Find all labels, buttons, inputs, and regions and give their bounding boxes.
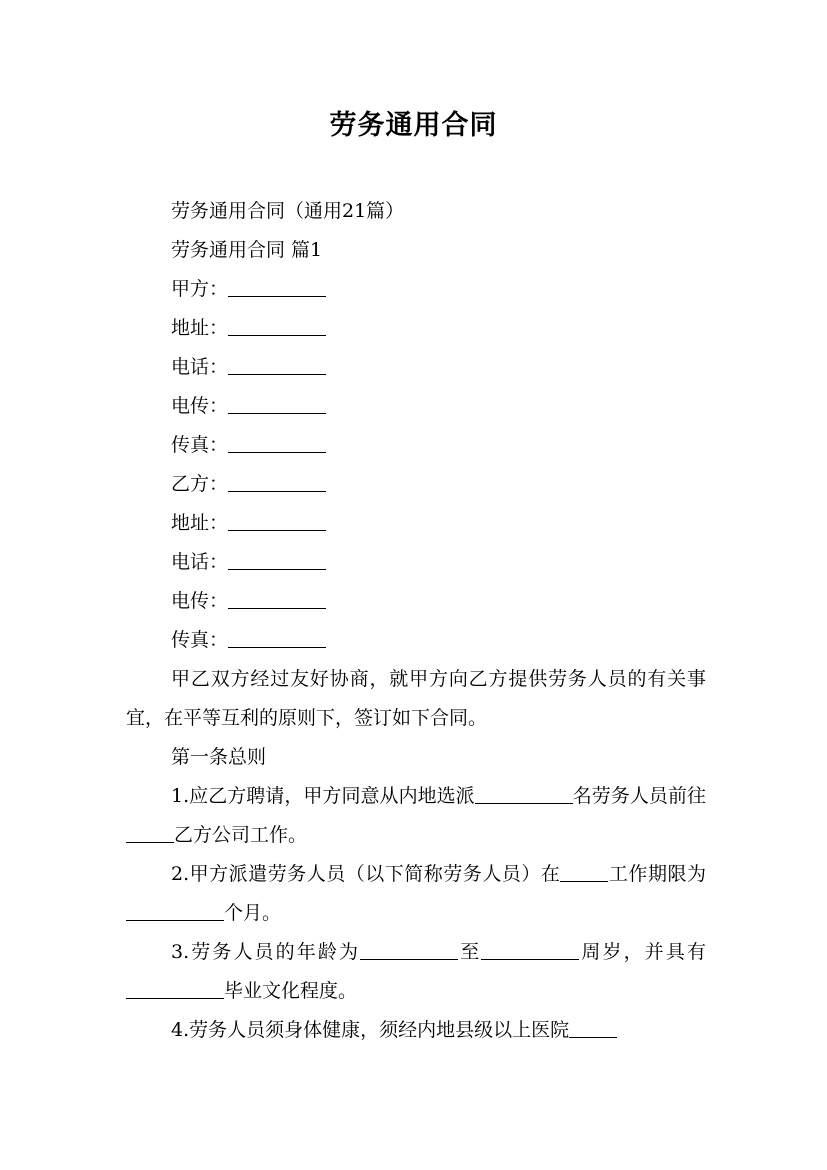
- blank-line: [228, 646, 326, 648]
- party-b-name-field: [126, 465, 706, 504]
- blank-line: [560, 880, 608, 882]
- field-label: 电话：: [171, 356, 229, 378]
- clause-text: 1.应乙方聘请，甲方同意从内地选派: [171, 785, 475, 807]
- section-heading: 劳务通用合同 篇1: [171, 239, 323, 261]
- party-b-telex-field: [126, 582, 706, 621]
- blank-line: [228, 451, 326, 453]
- party-a-fax-field: [126, 426, 706, 465]
- blank-line: [228, 607, 326, 609]
- field-label: 电话：: [171, 551, 229, 573]
- article-1-heading: 第一条总则: [171, 746, 267, 768]
- party-a-phone-field: [126, 348, 706, 387]
- field-label: 地址：: [171, 317, 229, 339]
- clause-text: 至: [458, 941, 482, 963]
- party-a-name-field: [126, 270, 706, 309]
- blank-line: [126, 919, 224, 921]
- blank-line: [475, 802, 573, 804]
- document-title: 劳务通用合同: [329, 110, 498, 141]
- party-a-telex-field: [126, 387, 706, 426]
- document-body: [126, 192, 706, 1050]
- clause-text: 3.劳务人员的年龄为: [171, 941, 361, 963]
- blank-line: [126, 997, 224, 999]
- blank-line: [126, 841, 174, 843]
- blank-line: [569, 1036, 617, 1038]
- clause-2: [126, 855, 706, 933]
- blank-line: [228, 568, 326, 570]
- blank-line: [228, 529, 326, 531]
- party-a-address-field: [126, 309, 706, 348]
- field-label: 电传：: [171, 395, 229, 417]
- blank-line: [228, 295, 326, 297]
- clause-text: 4.劳务人员须身体健康，须经内地县级以上医院: [171, 1019, 570, 1041]
- party-b-address-field: [126, 504, 706, 543]
- clause-text: 名劳务人员前往: [572, 785, 706, 807]
- clause-1: [126, 777, 706, 855]
- clause-3: [126, 933, 706, 1011]
- blank-line: [228, 373, 326, 375]
- clause-text: 2.甲方派遣劳务人员（以下简称劳务人员）在: [171, 863, 561, 885]
- field-label: 传真：: [171, 629, 229, 651]
- field-label: 乙方：: [171, 473, 229, 495]
- document-subtitle: 劳务通用合同（通用21篇）: [171, 200, 405, 222]
- field-label: 甲方：: [171, 278, 229, 300]
- intro-paragraph: 甲乙双方经过友好协商，就甲方向乙方提供劳务人员的有关事宜，在平等互利的原则下，签订如下合同。: [126, 668, 706, 729]
- clause-4: [126, 1011, 706, 1050]
- blank-line: [360, 958, 458, 960]
- clause-text: 工作期限为: [608, 863, 706, 885]
- party-b-fax-field: [126, 621, 706, 660]
- field-label: 传真：: [171, 434, 229, 456]
- clause-text: 乙方公司工作。: [174, 824, 308, 846]
- blank-line: [228, 490, 326, 492]
- field-label: 电传：: [171, 590, 229, 612]
- clause-text: 周岁，并具有: [579, 941, 706, 963]
- clause-text: 个月。: [224, 902, 282, 924]
- field-label: 地址：: [171, 512, 229, 534]
- blank-line: [481, 958, 579, 960]
- party-b-phone-field: [126, 543, 706, 582]
- clause-text: 毕业文化程度。: [224, 980, 358, 1002]
- blank-line: [228, 334, 326, 336]
- blank-line: [228, 412, 326, 414]
